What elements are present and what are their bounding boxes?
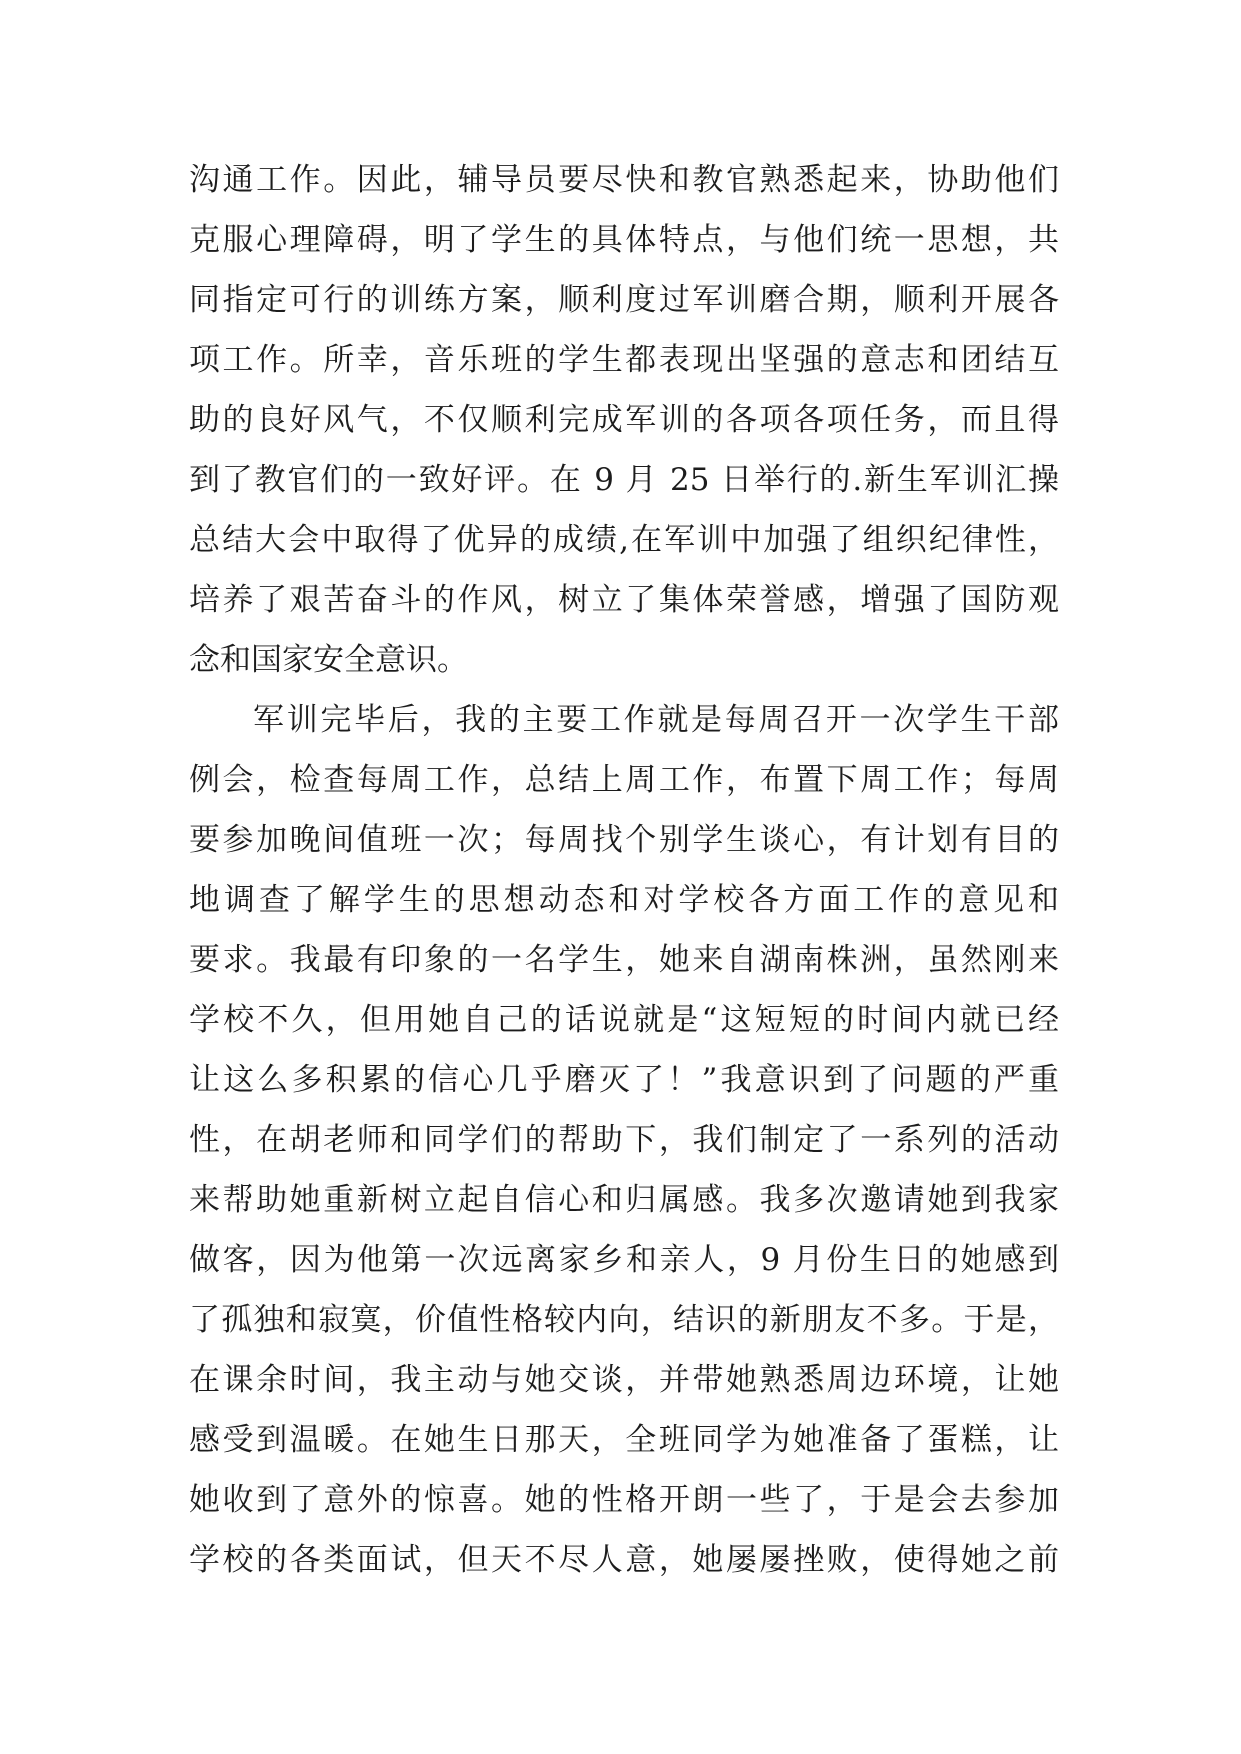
paragraph [189, 690, 1059, 1590]
text-line: 例会，检查每周工作，总结上周工作，布置下周工作；每周 [189, 762, 1059, 798]
text-line: 性，在胡老师和同学们的帮助下，我们制定了一系列的活动 [189, 1122, 1059, 1158]
text-line: 到了教官们的一致好评。在 9 月 25 日举行的.新生军训汇操 [189, 462, 1059, 498]
text-line: 总结大会中取得了优异的成绩,在军训中加强了组织纪律性， [189, 522, 1059, 558]
text-line: 培养了艰苦奋斗的作风，树立了集体荣誉感，增强了国防观 [189, 582, 1059, 618]
text-line: 念和国家安全意识。 [189, 642, 468, 678]
text-line: 要参加晚间值班一次；每周找个别学生谈心，有计划有目的 [189, 822, 1059, 858]
text-line: 她收到了意外的惊喜。她的性格开朗一些了，于是会去参加 [189, 1482, 1059, 1518]
text-line: 克服心理障碍，明了学生的具体特点，与他们统一思想，共 [189, 222, 1059, 258]
text-line: 让这么多积累的信心几乎磨灭了！”我意识到了问题的严重 [189, 1062, 1059, 1098]
text-line: 在课余时间，我主动与她交谈，并带她熟悉周边环境，让她 [189, 1362, 1059, 1398]
text-line: 了孤独和寂寞，价值性格较内向，结识的新朋友不多。于是， [189, 1302, 1059, 1338]
text-line: 学校不久，但用她自己的话说就是“这短短的时间内就已经 [189, 1002, 1059, 1038]
text-line: 军训完毕后，我的主要工作就是每周召开一次学生干部 [253, 702, 1059, 738]
text-line: 助的良好风气，不仅顺利完成军训的各项各项任务，而且得 [189, 402, 1059, 438]
text-line: 学校的各类面试，但天不尽人意，她屡屡挫败，使得她之前 [189, 1542, 1059, 1578]
text-line: 做客，因为他第一次远离家乡和亲人，9 月份生日的她感到 [189, 1242, 1059, 1278]
paragraph [189, 150, 1059, 690]
text-line: 同指定可行的训练方案，顺利度过军训磨合期，顺利开展各 [189, 282, 1059, 318]
text-line: 感受到温暖。在她生日那天，全班同学为她准备了蛋糕，让 [189, 1422, 1059, 1458]
text-line: 项工作。所幸，音乐班的学生都表现出坚强的意志和团结互 [189, 342, 1059, 378]
body-text [189, 150, 1059, 1590]
text-line: 来帮助她重新树立起自信心和归属感。我多次邀请她到我家 [189, 1182, 1059, 1218]
text-line: 沟通工作。因此，辅导员要尽快和教官熟悉起来，协助他们 [189, 162, 1059, 198]
text-line: 要求。我最有印象的一名学生，她来自湖南株洲，虽然刚来 [189, 942, 1059, 978]
text-line: 地调查了解学生的思想动态和对学校各方面工作的意见和 [189, 882, 1059, 918]
